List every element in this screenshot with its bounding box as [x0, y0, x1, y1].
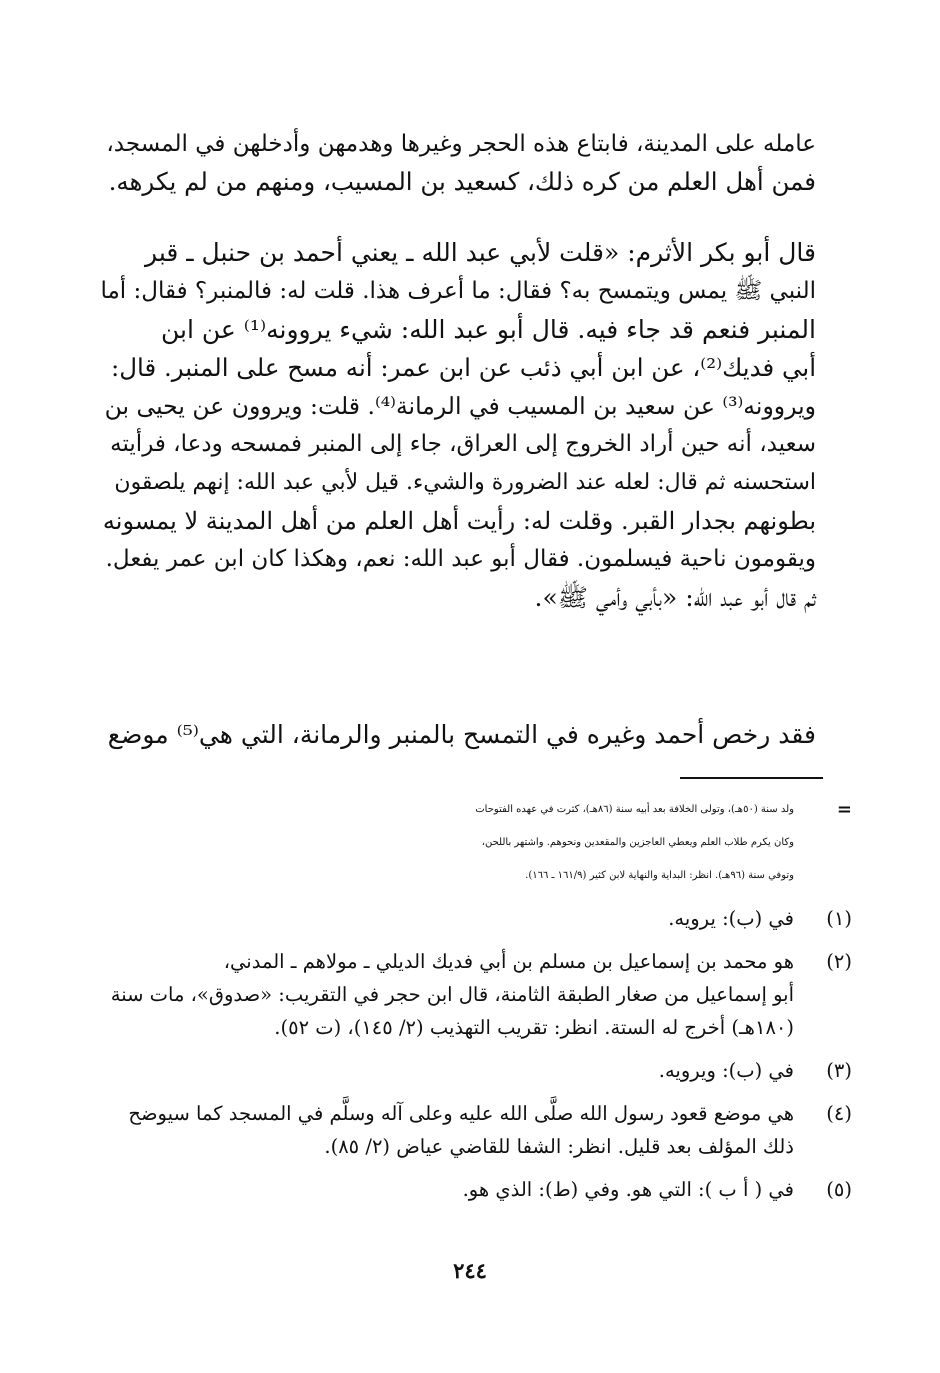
footnote-text	[104, 1054, 794, 1087]
text-line: النبي ﷺ يمس ويتمسح به؟ فقال: ما أعرف هذا. قلت له: فالمنبر؟ فقال: أما	[100, 278, 816, 305]
footnote-number: (٥)	[826, 1178, 852, 1201]
footnote-line: أبو إسماعيل من صغار الطبقة الثامنة، قال ابن حجر في التقريب: «صدوق»، مات سنة	[110, 983, 794, 1006]
text-line: عامله على المدينة، فابتاع هذه الحجر وغيرها وهدمهن وأدخلهن في المسجد،	[106, 131, 816, 157]
footnote-text	[104, 902, 794, 935]
footnote-line: ذلك المؤلف بعد قليل. انظر: الشفا للقاضي عياض (٢/ ٨٥).	[324, 1135, 794, 1158]
text-line: قال أبو بكر الأثرم: «قلت لأبي عبد الله ـ يعني أحمد بن حنبل ـ قبر	[145, 238, 816, 267]
footnote-line: في (ب): يرويه.	[668, 907, 794, 930]
text-line: فقد رخص أحمد وغيره في التمسح بالمنبر والرمانة، التي هي⁽⁵⁾ موضع	[107, 720, 816, 749]
page-number: ٢٤٤	[453, 1258, 487, 1283]
text-line: فمن أهل العلم من كره ذلك، كسعيد بن المسيب، ومنهم من لم يكرهه.	[108, 167, 816, 197]
footnote-2	[104, 945, 852, 1044]
footnote-line: هو محمد بن إسماعيل بن مسلم بن أبي فديك الديلي ـ مولاهم ـ المدني،	[223, 950, 794, 973]
footnote-separator-rule	[680, 777, 823, 779]
continuation-mark: =	[836, 799, 852, 820]
footnote-1	[104, 902, 852, 935]
footnote-number: (١)	[826, 907, 852, 930]
text-line: بطونهم بجدار القبر. وقلت له: رأيت أهل العلم من أهل المدينة لا يمسونه	[102, 507, 816, 536]
text-line: ويروونه⁽³⁾ عن سعيد بن المسيب في الرمانة⁽⁴⁾. قلت: ويروون عن يحيى بن	[104, 392, 816, 421]
footnote-number: (٢)	[826, 950, 852, 973]
text-line: سعيد، أنه حين أراد الخروج إلى العراق، جاء إلى المنبر فمسحه ودعا، فرأيته	[110, 431, 816, 458]
footnote-3	[104, 1054, 852, 1087]
footnote-line: ولد سنة (٥٠هـ)، وتولى الخلافة بعد أبيه سنة (٨٦هـ)، كثرت في عهده الفتوحات	[475, 804, 794, 815]
text-line: استحسنه ثم قال: لعله عند الضرورة والشيء. قيل لأبي عبد الله: إنهم يلصقون	[114, 469, 816, 495]
text-line: ويقومون ناحية فيسلمون. فقال أبو عبد الله: نعم، وهكذا كان ابن عمر يفعل.	[105, 546, 816, 573]
footnote-line: (١٨٠هـ) أخرج له الستة. انظر: تقريب التهذيب (٢/ ١٤٥)، (ت ٥٢).	[274, 1016, 794, 1039]
footnote-line: وكان يكرم طلاب العلم ويعطي العاجزين والمقعدين ونحوهم. واشتهر باللحن،	[481, 837, 794, 848]
footnote-line: هي موضع قعود رسول الله صلَّى الله عليه وعلى آله وسلَّم في المسجد كما سيوضح	[128, 1102, 794, 1125]
footnote-line: في ( أ ب ): التي هو. وفي (ط): الذي هو.	[462, 1178, 794, 1201]
footnote-5	[104, 1173, 852, 1206]
text-line: ثم قال أبو عبد الله: «بأبي وأمي ﷺ».	[534, 582, 816, 612]
footnotes-section	[104, 793, 852, 1216]
footnote-number: (٣)	[826, 1059, 852, 1082]
footnote-continuation	[104, 793, 852, 892]
body-paragraph-2	[100, 234, 816, 617]
footnote-text	[104, 945, 794, 1044]
text-line: المنبر فنعم قد جاء فيه. قال أبو عبد الله: شيء يروونه⁽¹⁾ عن ابن	[161, 314, 816, 344]
footnote-4	[104, 1097, 852, 1163]
body-paragraph-3	[100, 716, 816, 754]
footnote-text	[104, 793, 794, 892]
footnote-line: وتوفي سنة (٩٦هـ). انظر: البداية والنهاية لابن كثير (١٦١/٩ ـ ١٦٦).	[525, 870, 794, 881]
footnote-text	[104, 1173, 794, 1206]
footnote-text	[104, 1097, 794, 1163]
text-line: أبي فديك⁽²⁾، عن ابن أبي ذئب عن ابن عمر: أنه مسح على المنبر. قال:	[110, 352, 816, 382]
footnote-line: في (ب): ويرويه.	[658, 1059, 794, 1082]
body-paragraph-1	[100, 125, 816, 202]
footnote-number: (٤)	[826, 1102, 852, 1125]
